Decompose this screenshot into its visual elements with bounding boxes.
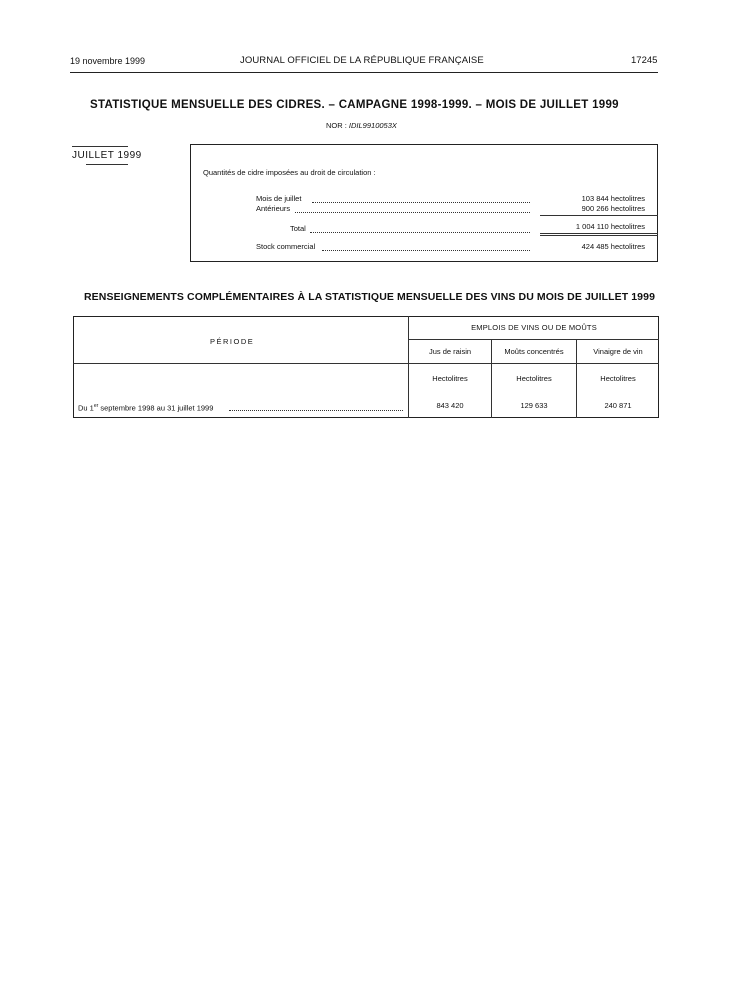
nor-code: IDIL9910053X [348,121,397,130]
wine-section-title: RENSEIGNEMENTS COMPLÉMENTAIRES À LA STATISTIQUE MENSUELLE DES VINS DU MOIS DE JUILLET 1999 [84,291,656,303]
period-prefix: Du 1 [78,403,94,413]
leader-dots [322,250,530,251]
period-suffix: septembre 1998 au 31 juillet 1999 [98,403,214,413]
usage-group-header: EMPLOIS DE VINS OU DE MOÛTS [471,323,597,332]
period-row-label [78,403,213,413]
table-rule-group [408,339,659,340]
cider-row-value-month: 103 844 hectolitres [581,194,645,203]
period-header: PÉRIODE [210,337,255,346]
cider-row-label-previous: Antérieurs [256,204,291,213]
cider-row-value-previous: 900 266 hectolitres [581,204,645,213]
cider-row-label-stock: Stock commercial [256,242,316,251]
leader-dots [295,212,530,213]
page-title: STATISTIQUE MENSUELLE DES CIDRES. – CAMPAGNE 1998-1999. – MOIS DE JUILLET 1999 [90,99,619,111]
cider-intro-text: Quantités de cidre imposées au droit de circulation : [203,168,376,177]
section-label: JUILLET 1999 [72,150,142,161]
header-journal-title: JOURNAL OFFICIEL DE LA RÉPUBLIQUE FRANÇAISE [240,55,484,66]
section-rule-top [72,146,128,147]
header-page-number: 17245 [631,55,658,66]
value-grape-juice: 843 420 [436,401,464,410]
unit-label: Hectolitres [432,374,468,383]
cider-row-label-month: Mois de juillet [256,194,302,203]
total-rule-1 [540,233,658,234]
nor-reference [326,121,397,130]
cider-row-value-stock: 424 485 hectolitres [581,242,645,251]
header-rule [70,72,658,73]
header-date: 19 novembre 1999 [70,56,146,66]
period-superscript: er [93,403,99,409]
leader-dots [310,232,530,233]
cider-row-value-total: 1 004 110 hectolitres [575,222,645,231]
column-header-grape-juice: Jus de raisin [428,347,472,356]
value-concentrated-must: 129 633 [520,401,548,410]
section-rule-bottom [86,164,128,165]
cider-row-label-total: Total [290,224,306,233]
leader-dots [312,202,530,203]
leader-dots [229,410,403,411]
total-rule-2 [540,235,658,236]
column-header-concentrated-must: Moûts concentrés [504,347,564,356]
unit-label: Hectolitres [600,374,636,383]
sum-rule [540,215,658,216]
nor-prefix: NOR : [326,121,349,130]
value-wine-vinegar: 240 871 [604,401,632,410]
column-header-wine-vinegar: Vinaigre de vin [593,347,643,356]
table-rule-header [73,363,659,364]
unit-label: Hectolitres [516,374,552,383]
